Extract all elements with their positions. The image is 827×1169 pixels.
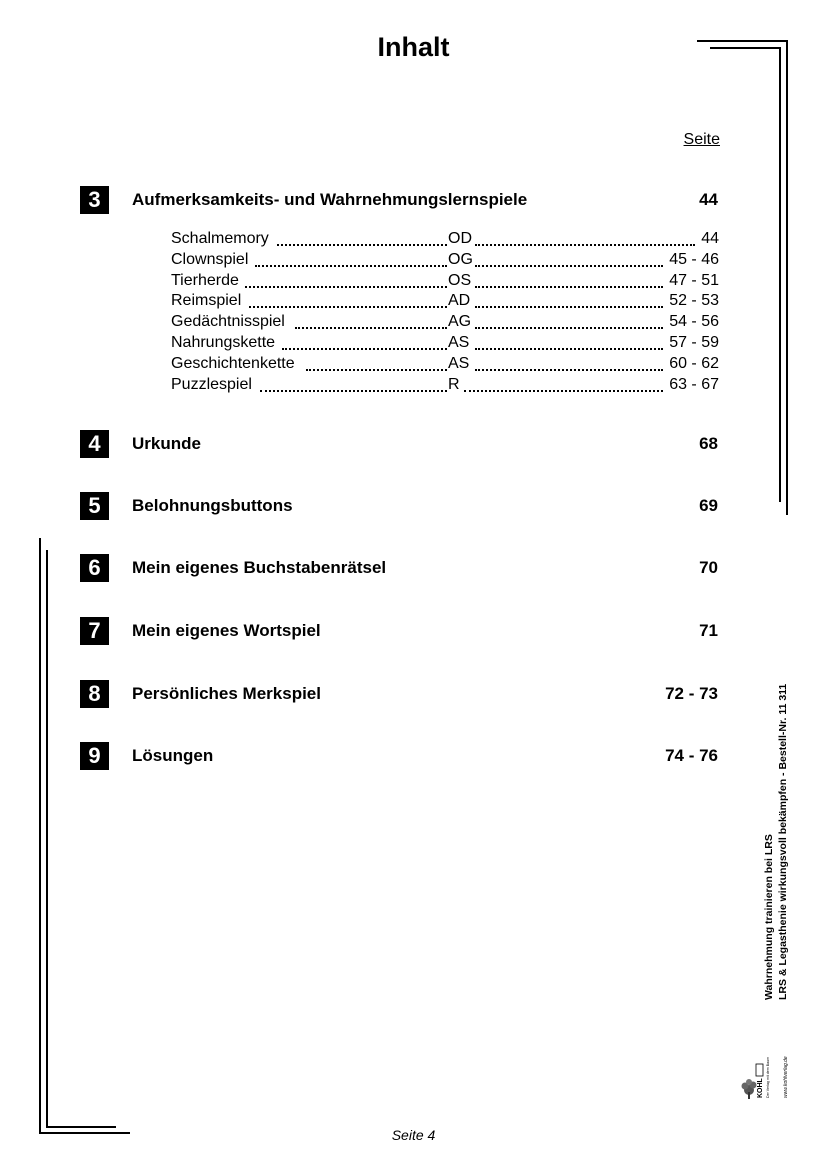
toc-section-6	[80, 554, 720, 582]
section-number-badge: 8	[80, 680, 109, 708]
side-book-title: Wahrnehmung trainieren bei LRS	[763, 834, 775, 1000]
svg-text:KOHL: KOHL	[757, 1078, 764, 1098]
dot-leader	[306, 369, 447, 371]
frame-top-right-v-inner	[779, 47, 781, 502]
toc-item-code: AD	[448, 292, 471, 309]
section-title: Lösungen	[132, 746, 214, 765]
page-title: Inhalt	[377, 32, 450, 62]
dot-leader	[475, 286, 663, 288]
toc-section-8	[80, 680, 720, 708]
dot-leader	[475, 327, 663, 329]
dot-leader	[249, 306, 447, 308]
toc-item-pages: 45 - 46	[669, 251, 719, 268]
toc-item-code: AG	[448, 313, 472, 330]
toc-item-pages: 60 - 62	[669, 355, 719, 372]
toc-item-name: Schalmemory	[171, 230, 269, 247]
section-pages: 74 - 76	[665, 746, 718, 765]
toc-item-pages: 54 - 56	[669, 313, 719, 330]
toc-item-name: Puzzlespiel	[171, 376, 252, 393]
toc-section-5	[80, 492, 720, 520]
page-column-header: Seite	[683, 131, 720, 148]
toc-item-name: Reimspiel	[171, 292, 242, 309]
section-pages: 44	[699, 190, 718, 209]
toc-item-name: Gedächtnisspiel	[171, 313, 285, 330]
dot-leader	[277, 244, 447, 246]
toc-item	[171, 292, 719, 312]
toc-item-name: Clownspiel	[171, 251, 249, 268]
toc-item	[171, 272, 719, 292]
toc-item-name: Nahrungskette	[171, 334, 276, 351]
svg-text:www.kohlverlag.de: www.kohlverlag.de	[783, 1056, 789, 1098]
toc-item-code: AS	[448, 334, 470, 351]
frame-bottom-left-v-inner	[46, 550, 48, 1128]
toc-section-4	[80, 430, 720, 458]
section-title: Mein eigenes Wortspiel	[132, 621, 321, 640]
section-pages: 69	[699, 496, 718, 515]
side-book-info	[741, 670, 801, 1000]
section-number-badge: 3	[80, 186, 109, 214]
dot-leader	[464, 390, 663, 392]
dot-leader	[475, 265, 663, 267]
dot-leader	[260, 390, 447, 392]
toc-item	[171, 313, 719, 333]
toc-item-pages: 44	[701, 230, 719, 247]
dot-leader	[245, 286, 447, 288]
toc-item	[171, 334, 719, 354]
toc-item-code: OS	[448, 272, 472, 289]
dot-leader	[475, 244, 695, 246]
side-book-subtitle-order-number: LRS & Legasthenie wirkungsvoll bekämpfen - Bestell-Nr. 11 311	[777, 683, 789, 1000]
section-pages: 70	[699, 558, 718, 577]
frame-top-right-v-outer	[786, 40, 788, 515]
toc-item-code: R	[448, 376, 460, 393]
toc-item-pages: 52 - 53	[669, 292, 719, 309]
section-pages: 68	[699, 434, 718, 453]
svg-text:Der Verlag mit dem Baum: Der Verlag mit dem Baum	[766, 1056, 770, 1098]
toc-item-pages: 63 - 67	[669, 376, 719, 393]
toc-item	[171, 355, 719, 375]
toc-item	[171, 251, 719, 271]
section-title: Aufmerksamkeits- und Wahrnehmungslernspiele	[132, 190, 528, 209]
frame-bottom-left-v-outer	[39, 538, 41, 1134]
toc-section-3	[80, 186, 720, 214]
toc-item-name: Tierherde	[171, 272, 239, 289]
section-number-badge: 7	[80, 617, 109, 645]
dot-leader	[475, 348, 663, 350]
section-number-badge: 5	[80, 492, 109, 520]
dot-leader	[475, 369, 663, 371]
toc-section-9	[80, 742, 720, 770]
toc-section-7	[80, 617, 720, 645]
toc-item-pages: 57 - 59	[669, 334, 719, 351]
section-title: Mein eigenes Buchstabenrätsel	[132, 558, 387, 577]
toc-item-pages: 47 - 51	[669, 272, 719, 289]
toc-item	[171, 376, 719, 396]
section-title: Urkunde	[132, 434, 201, 453]
tree-logo-icon	[740, 1028, 790, 1102]
section-number-badge: 9	[80, 742, 109, 770]
page-footer: Seite 4	[391, 1127, 436, 1143]
section-number-badge: 4	[80, 430, 109, 458]
dot-leader	[295, 327, 447, 329]
section-pages: 72 - 73	[665, 684, 718, 703]
toc-item-name: Geschichtenkette	[171, 355, 295, 372]
toc-item-code: OG	[448, 251, 473, 268]
toc-item-code: OD	[448, 230, 472, 247]
section-pages: 71	[699, 621, 718, 640]
toc-item-code: AS	[448, 355, 470, 372]
toc-item	[171, 230, 719, 250]
dot-leader	[255, 265, 447, 267]
dot-leader	[475, 306, 663, 308]
publisher-logo	[740, 1028, 790, 1102]
section-title: Persönliches Merkspiel	[132, 684, 321, 703]
section-number-badge: 6	[80, 554, 109, 582]
section-title: Belohnungsbuttons	[132, 496, 293, 515]
dot-leader	[282, 348, 447, 350]
